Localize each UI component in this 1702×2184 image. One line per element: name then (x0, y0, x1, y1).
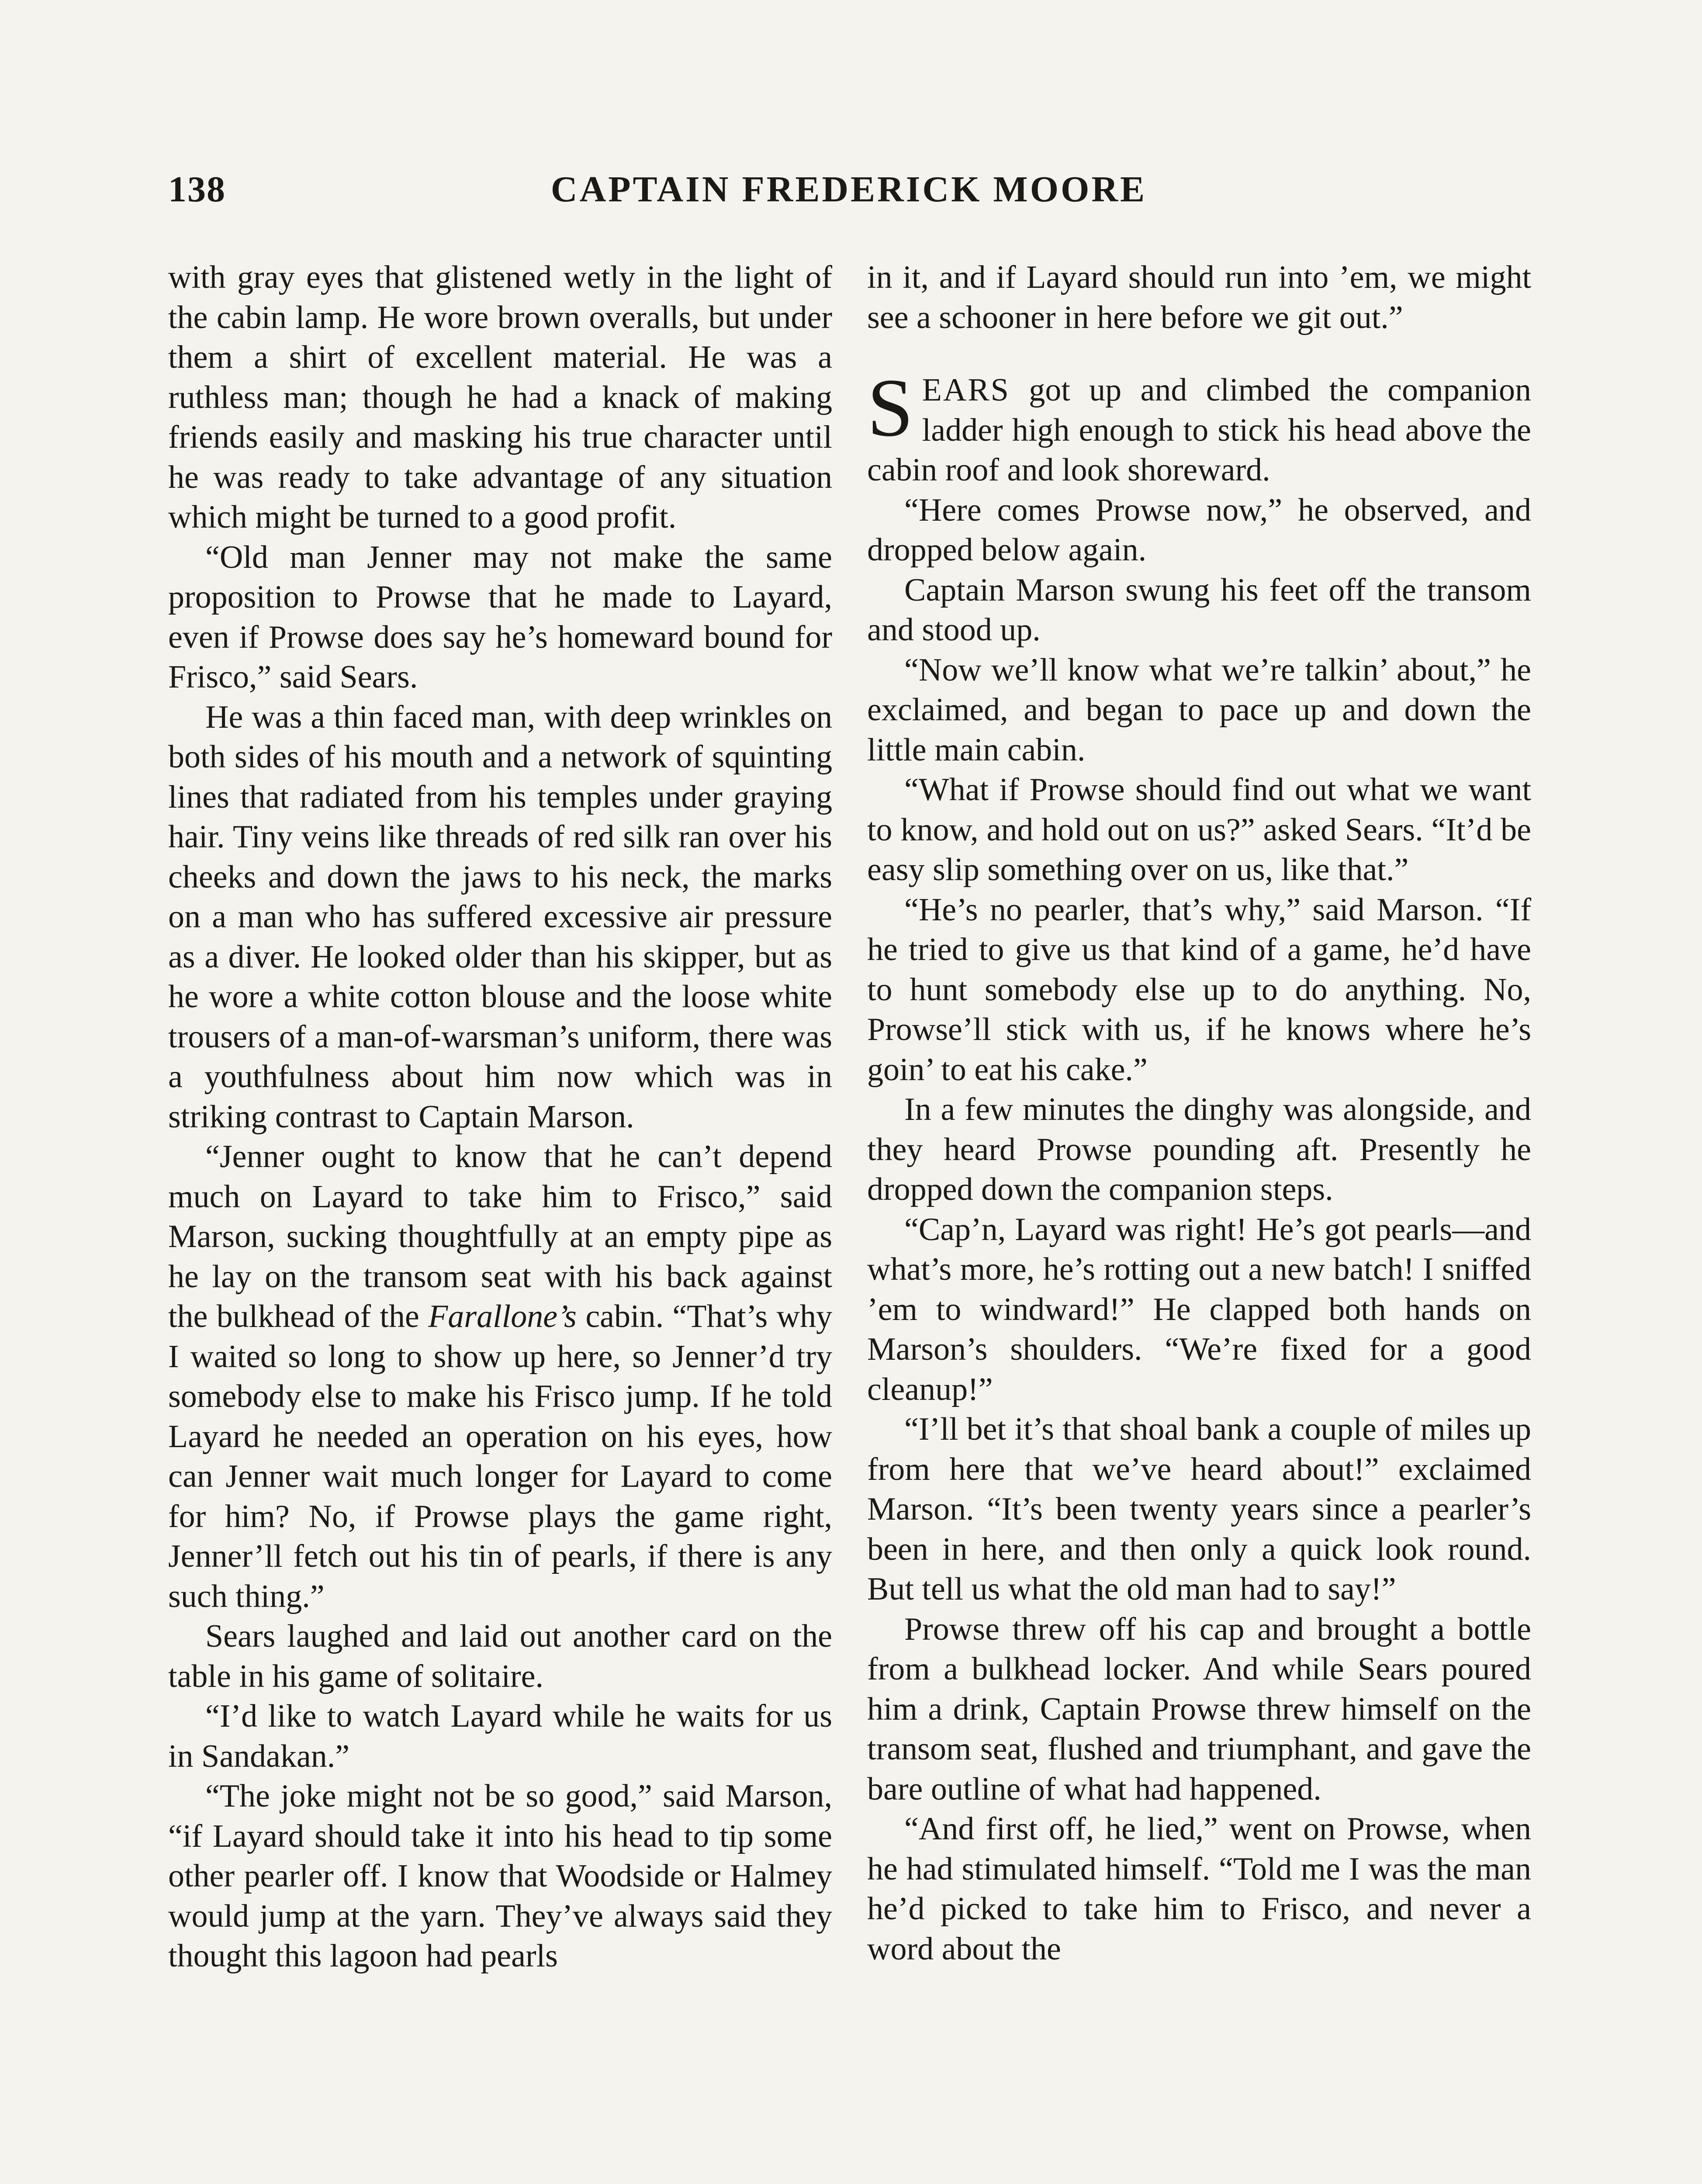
paragraph (168, 258, 832, 538)
text-run: “What if Prowse should find out what we want to know, and hold out on us?” asked Sears. “It’d be easy slip something over on us, like that.” (867, 772, 1531, 888)
text-run: “Now we’ll know what we’re talkin’ about,” he exclaimed, and began to pace up and down the little main cabin. (867, 652, 1531, 768)
paragraph (867, 258, 1531, 338)
text-run: got up and climbed the companion ladder high enough to stick his head above the cabin roof and look shoreward. (867, 372, 1531, 488)
text-run: “Jenner ought to know that he can’t depend much on Layard to take him to Frisco,” said Marson, sucking thoughtfully at an empty pipe as he lay on the transom seat with his back against the bulkhead of the (168, 1139, 832, 1334)
text-run: “The joke might not be so good,” said Marson, “if Layard should take it into his head to tip some other pearler off. I know that Woodside or Halmey would jump at the yarn. They’ve always said they thought this lagoon had pearls (168, 1778, 832, 1974)
paragraph (867, 770, 1531, 890)
text-run: “I’d like to watch Layard while he waits for us in Sandakan.” (168, 1698, 832, 1774)
text-run: In a few minutes the dinghy was alongside, and they heard Prowse pounding aft. Presently he dropped down the companion steps. (867, 1092, 1531, 1207)
text-run: “Old man Jenner may not make the same proposition to Prowse that he made to Layard, even if Prowse does say he’s homeward bound for Frisco,” said Sears. (168, 539, 832, 695)
paragraph (867, 1610, 1531, 1810)
paragraph (168, 1776, 832, 1977)
paragraph (867, 650, 1531, 771)
page-header (168, 168, 1529, 221)
drop-cap: S (867, 362, 913, 454)
paragraph (867, 1210, 1531, 1410)
paragraph (168, 1137, 832, 1617)
paragraph (168, 1697, 832, 1776)
running-head: CAPTAIN FREDERICK MOORE (550, 169, 1147, 210)
paragraph (168, 1617, 832, 1697)
text-run: Prowse threw off his cap and brought a bottle from a bulkhead locker. And while Sears poured him a drink, Captain Prowse threw himself on the transom seat, flushed and triumphant, and gave the bare outline of what had happened. (867, 1611, 1531, 1807)
paragraph (867, 570, 1531, 650)
paragraph (867, 362, 1531, 491)
text-run: Sears laughed and laid out another card on the table in his game of solitaire. (168, 1618, 832, 1694)
text-run: “Cap’n, Layard was right! He’s got pearls—and what’s more, he’s rotting out a new batch! I sniffed ’em to windward!” He clapped both hands on Marson’s shoulders. “We’re fixed for a good cleanup!” (867, 1211, 1531, 1407)
small-caps-lead: EARS (922, 372, 1010, 408)
text-run: “And first off, he lied,” went on Prowse, when he had stimulated himself. “Told me I was the man he’d picked to take him to Frisco, and never a word about the (867, 1811, 1531, 1967)
paragraph (867, 1410, 1531, 1610)
text-run: with gray eyes that glistened wetly in the light of the cabin lamp. He wore brown overalls, but under them a shirt of excellent material. He was a ruthless man; though he had a knack of making friends easily and masking his true character until he was ready to take advantage of any situation which might be turned to a good profit. (168, 259, 832, 535)
text-run: “He’s no pearler, that’s why,” said Marson. “If he tried to give us that kind of a game, he’d have to hunt somebody else up to do anything. No, Prowse’ll stick with us, if he knows where he’s goin’ to eat his cake.” (867, 892, 1531, 1088)
text-run: “Here comes Prowse now,” he observed, and dropped below again. (867, 492, 1531, 568)
text-run: in it, and if Layard should run into ’em, we might see a schooner in here before we git out.” (867, 259, 1531, 335)
paragraph (867, 491, 1531, 570)
right-text-column (867, 258, 1531, 1969)
paragraph (867, 890, 1531, 1090)
text-run: He was a thin faced man, with deep wrinkles on both sides of his mouth and a network of squinting lines that radiated from his temples under graying hair. Tiny veins like threads of red silk ran over his cheeks and down the jaws to his neck, the marks on a man who has suffered excessive air pressure as a diver. He looked older than his skipper, but as he wore a white cotton blouse and the loose white trousers of a man-of-warsman’s uniform, there was a youthfulness about him now which was in striking contrast to Captain Marson. (168, 699, 832, 1135)
text-run: cabin. “That’s why I waited so long to show up here, so Jenner’d try somebody else to make his Frisco jump. If he told Layard he needed an operation on his eyes, how can Jenner wait much longer for Layard to come for him? No, if Prowse plays the game right, Jenner’ll fetch out his tin of pearls, if there is any such thing.” (168, 1299, 833, 1614)
left-text-column (168, 258, 832, 1977)
page-number: 138 (168, 169, 226, 210)
paragraph (867, 1809, 1531, 1969)
paragraph (168, 698, 832, 1137)
italic-text: Farallone’s (428, 1299, 577, 1334)
text-run: Captain Marson swung his feet off the transom and stood up. (867, 572, 1531, 648)
paragraph (867, 1090, 1531, 1210)
text-run: “I’ll bet it’s that shoal bank a couple of miles up from here that we’ve heard about!” exclaimed Marson. “It’s been twenty years since a pearler’s been in here, and then only a quick look round. But tell us what the old man had to say!” (867, 1411, 1531, 1607)
paragraph (168, 538, 832, 698)
